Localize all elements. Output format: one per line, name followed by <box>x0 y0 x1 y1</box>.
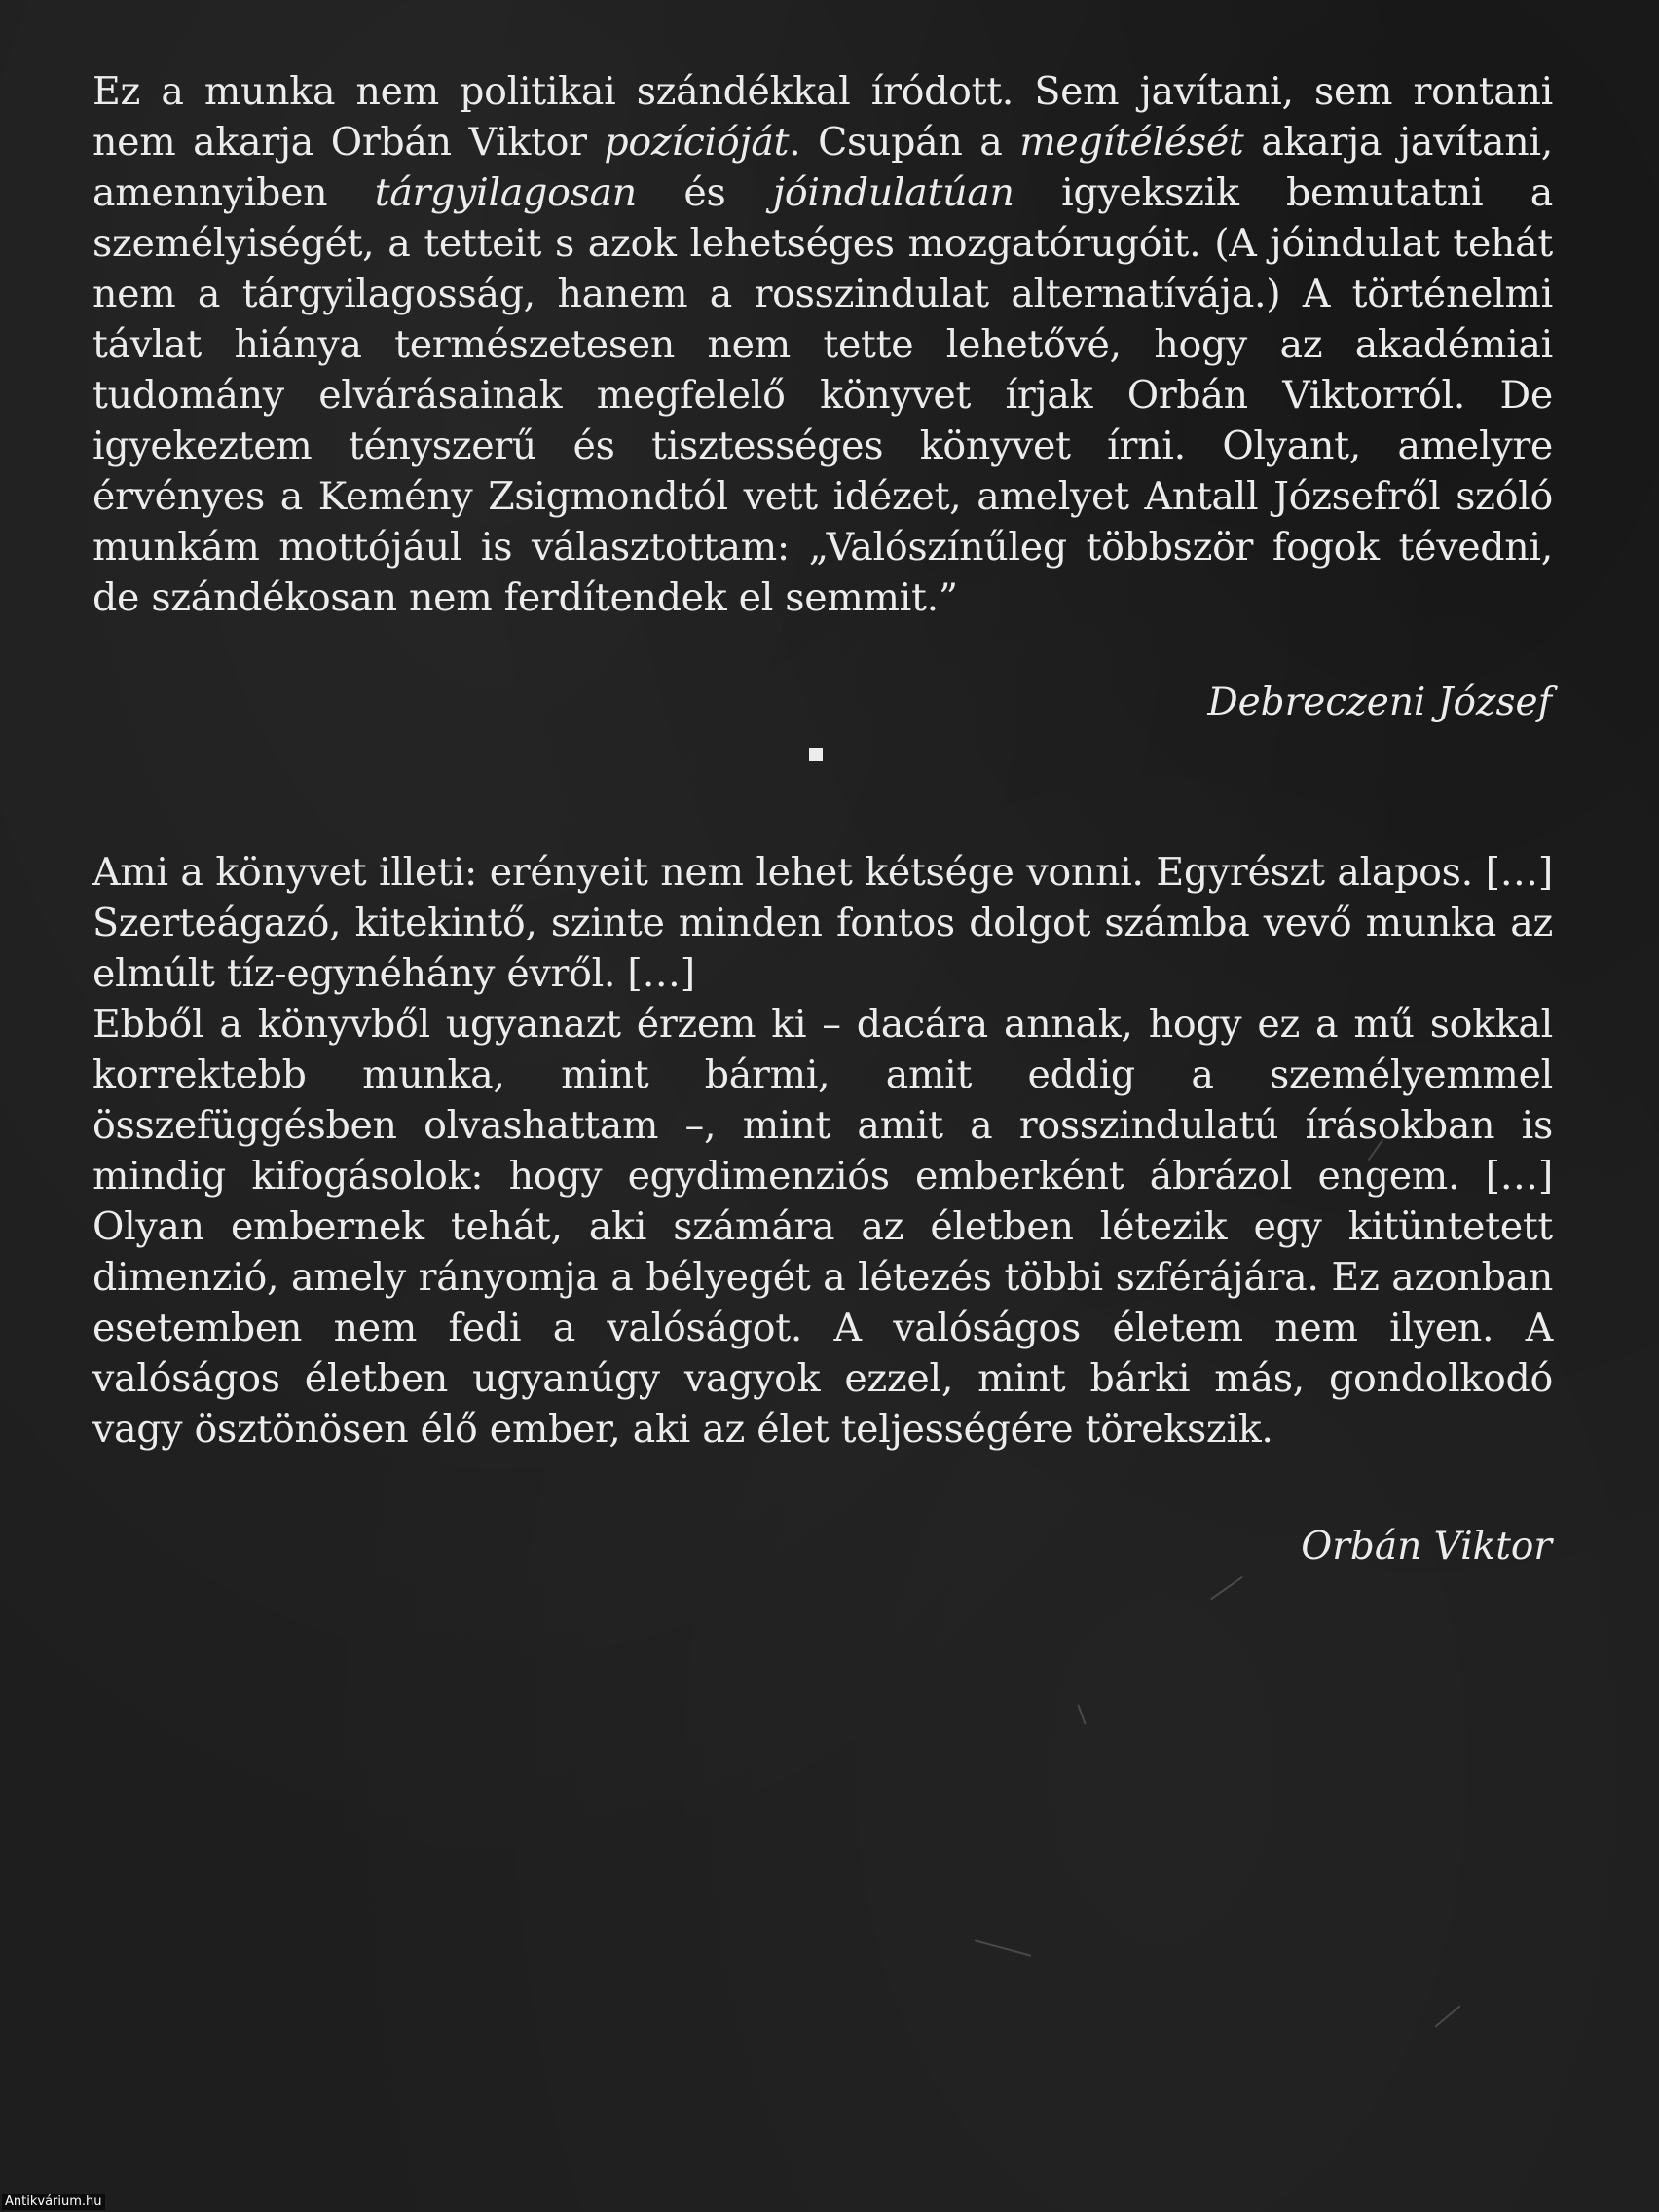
cover-scratch <box>1077 1704 1086 1724</box>
author-quote <box>92 66 1553 623</box>
author-quote-paragraph: Ez a munka nem politikai szándékkal íródott. Sem javítani, sem rontani nem akarja Orbán Viktor pozícióját. Csupán a megítélését akarja javítani, amennyiben tárgyilagosan és jóindulatúan igyekszik bemutatni a személyiségét, a tetteit s azok lehetséges mozgatórugóit. (A jóindulat tehát nem a tárgyilagosság, hanem a rosszindulat alternatívája.) A történelmi távlat hiánya természetesen nem tette lehetővé, hogy az akadémiai tudomány elvárásainak megfelelő könyvet írjak Orbán Viktorról. De igyekeztem tényszerű és tisztességes könyvet írni. Olyant, amelyre érvényes a Kemény Zsigmondtól vett idézet, amelyet Antall Józsefről szóló munkám mottójául is választottam: „Valószínűleg többször fogok tévedni, de szándékosan nem ferdítendek el semmit.” <box>92 69 1554 620</box>
subject-quote-paragraph-1: Ami a könyvet illeti: erényeit nem lehet kétsége vonni. Egyrészt alapos. […] Szerteágazó, kitekintő, szinte minden fontos dolgot számba vevő munka az elmúlt tíz-egynéhány évről. […] <box>92 850 1553 996</box>
watermark-label: Antikvárium.hu <box>2 2194 105 2210</box>
subject-quote <box>92 847 1553 1455</box>
subject-quote-paragraph-2: Ebből a könyvből ugyanazt érzem ki – dacára annak, hogy ez a mű sokkal korrektebb munka, mint bármi, amit eddig a személyemmel összefüggésben olvashattam –, mint amit a rosszindulatú írásokban is mindig kifogásolok: hogy egydimenziós emberként ábrázol engem. […] Olyan embernek tehát, aki számára az életben létezik egy kitüntetett dimenzió, amely rányomja a bélyegét a létezés többi szférájára. Ez azonban esetemben nem fedi a valóságot. A valóságos életem nem ilyen. A valóságos életben ugyanúgy vagyok ezzel, mint bárki más, gondolkodó vagy ösztönösen élő ember, aki az élet teljességére törekszik. <box>92 1002 1553 1452</box>
author-signature: Debreczeni József <box>1207 681 1552 724</box>
section-separator <box>809 748 823 761</box>
cover-scratch <box>1434 2005 1460 2027</box>
subject-signature: Orbán Viktor <box>1301 1525 1552 1568</box>
cover-scratch <box>1210 1576 1243 1601</box>
cover-scratch <box>975 1939 1031 1956</box>
